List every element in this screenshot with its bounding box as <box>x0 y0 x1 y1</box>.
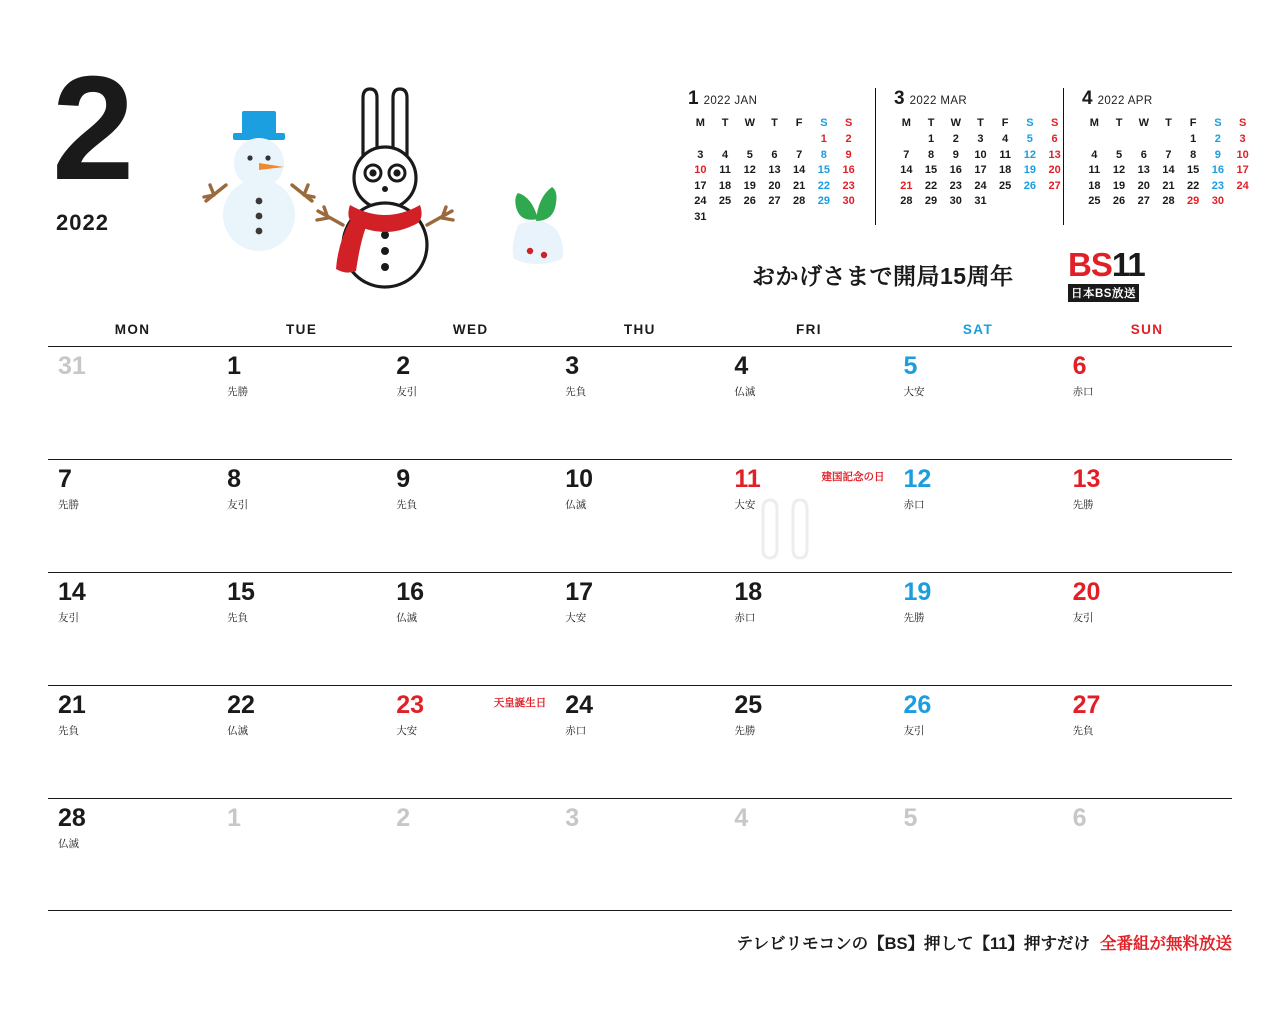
mini-day: 2 <box>952 133 959 146</box>
anniversary-slogan: おかげさまで開局15周年 <box>752 263 1014 289</box>
footer-highlight-text: 全番組が無料放送 <box>1100 935 1232 953</box>
day-number: 31 <box>58 352 86 380</box>
day-cell[interactable] <box>555 346 724 459</box>
logo-bs-text: BS <box>1068 246 1112 283</box>
holiday-label: 天皇誕生日 <box>493 697 547 709</box>
mini-day: 23 <box>1211 179 1224 192</box>
rokuyo-label: 友引 <box>58 612 79 624</box>
day-cell[interactable] <box>48 572 217 685</box>
mini-calendar-mar <box>876 88 1064 225</box>
mini-day: 5 <box>746 148 753 161</box>
calendar-week-row <box>48 572 1232 685</box>
mini-day: 6 <box>771 148 778 161</box>
mini-dow: W <box>744 116 755 129</box>
day-number: 18 <box>734 578 763 606</box>
day-number: 3 <box>565 804 580 832</box>
winter-illustration <box>200 75 620 305</box>
footer-instruction-text: テレビリモコンの【BS】押して【11】押すだけ <box>736 935 1090 953</box>
logo-subtitle: 日本BS放送 <box>1068 284 1139 302</box>
day-cell[interactable] <box>217 798 386 911</box>
day-cell[interactable] <box>217 572 386 685</box>
rokuyo-label: 赤口 <box>903 499 925 511</box>
mini-day: 27 <box>768 195 781 208</box>
rokuyo-label: 大安 <box>396 725 418 737</box>
day-cell[interactable] <box>1063 685 1232 798</box>
mini-day: 13 <box>768 164 781 177</box>
mini-day: 12 <box>743 164 756 177</box>
rokuyo-label: 仏滅 <box>227 725 249 737</box>
mini-month-label: 2022 JAN <box>703 95 758 107</box>
day-number: 1 <box>227 804 241 832</box>
mini-day: 15 <box>817 164 830 177</box>
mini-day: 13 <box>1048 148 1061 161</box>
mini-dow: T <box>771 116 778 129</box>
mini-day: 8 <box>1190 148 1197 161</box>
mini-dow: F <box>1189 116 1197 129</box>
mini-day: 17 <box>694 179 707 192</box>
mini-day: 19 <box>1023 164 1036 177</box>
mini-day: 27 <box>1137 195 1150 208</box>
mini-dow: T <box>1165 116 1172 129</box>
mini-day: 2 <box>1214 133 1221 146</box>
footer-promo <box>0 930 1280 954</box>
mini-day: 31 <box>694 210 707 223</box>
mini-day: 20 <box>1048 164 1061 177</box>
day-number: 17 <box>565 578 594 606</box>
mini-day: 26 <box>1112 195 1126 208</box>
day-cell[interactable] <box>1063 572 1232 685</box>
mini-day: 17 <box>974 164 987 177</box>
mini-dow: W <box>1138 116 1149 129</box>
mini-day: 20 <box>1137 179 1150 192</box>
calendar-week-row <box>48 459 1232 572</box>
mini-day: 11 <box>719 164 731 177</box>
weekday-header-mon: MON <box>114 322 151 337</box>
mini-day: 1 <box>1190 133 1197 146</box>
mini-calendars <box>688 88 1252 225</box>
rokuyo-label: 先負 <box>565 386 587 398</box>
weekday-header-wed: WED <box>452 322 489 337</box>
rokuyo-label: 仏滅 <box>396 612 418 624</box>
mini-day: 5 <box>1026 133 1033 146</box>
rokuyo-label: 友引 <box>903 725 925 737</box>
mini-day: 18 <box>999 164 1012 177</box>
mini-day: 11 <box>999 148 1011 161</box>
mini-day: 1 <box>927 133 935 146</box>
day-cell[interactable] <box>386 346 555 459</box>
day-number: 6 <box>1072 352 1087 380</box>
mini-day: 20 <box>768 179 781 192</box>
rokuyo-label: 先勝 <box>734 725 756 737</box>
rokuyo-label: 友引 <box>1072 612 1094 624</box>
rokuyo-label: 友引 <box>396 386 418 398</box>
day-cell[interactable] <box>724 572 893 685</box>
mini-dow: M <box>1089 116 1099 129</box>
mini-day: 19 <box>1112 179 1126 192</box>
mini-day: 24 <box>694 195 707 208</box>
day-cell[interactable] <box>48 798 217 911</box>
mini-dow: S <box>1026 116 1034 129</box>
mini-day: 6 <box>1140 148 1147 161</box>
weekday-header-row <box>48 322 1232 346</box>
day-cell-holiday[interactable] <box>386 685 555 798</box>
mini-day: 16 <box>1211 164 1224 177</box>
mini-day: 1 <box>820 133 827 146</box>
day-cell[interactable] <box>217 346 386 459</box>
mini-day: 21 <box>900 179 913 192</box>
mini-day: 17 <box>1236 164 1249 177</box>
mini-dow: T <box>977 116 984 129</box>
day-number: 14 <box>58 578 86 606</box>
day-number: 12 <box>903 465 932 493</box>
sprout-icon <box>513 187 563 264</box>
mini-day: 21 <box>793 179 806 192</box>
rokuyo-label: 先勝 <box>58 499 79 511</box>
day-cell[interactable] <box>217 685 386 798</box>
day-number: 24 <box>565 691 594 719</box>
day-number: 3 <box>565 352 580 380</box>
mini-day: 18 <box>1088 179 1101 192</box>
mini-day: 23 <box>949 179 962 192</box>
rokuyo-label: 大安 <box>903 386 925 398</box>
mini-dow: M <box>695 116 705 129</box>
rokuyo-label: 大安 <box>734 499 756 511</box>
mini-day: 28 <box>793 195 806 208</box>
mini-calendar-apr <box>1064 88 1252 225</box>
rokuyo-label: 先勝 <box>227 386 249 398</box>
mini-dow: T <box>721 116 729 129</box>
weekday-header-sun: SUN <box>1130 322 1164 337</box>
rokuyo-label: 仏滅 <box>565 499 587 511</box>
day-number: 2 <box>396 804 411 832</box>
logo-11-text: 11 <box>1111 246 1145 283</box>
day-number: 6 <box>1072 804 1087 832</box>
mini-day: 9 <box>845 148 852 161</box>
day-number: 22 <box>227 691 255 719</box>
rokuyo-label: 友引 <box>227 499 249 511</box>
day-cell[interactable] <box>48 346 217 459</box>
day-number: 8 <box>227 465 241 493</box>
calendar-week-row <box>48 798 1232 911</box>
rabbit-ears-watermark <box>752 498 862 571</box>
snowman-icon <box>204 111 314 251</box>
weekday-header-tue: TUE <box>286 322 318 337</box>
rokuyo-label: 先負 <box>1072 725 1094 737</box>
mini-day: 31 <box>974 195 987 208</box>
day-cell[interactable] <box>555 459 724 572</box>
rokuyo-label: 先負 <box>58 725 79 737</box>
rabbit-icon <box>317 89 453 287</box>
mini-day: 24 <box>1236 179 1249 192</box>
day-cell[interactable] <box>724 346 893 459</box>
weekday-header-thu: THU <box>623 322 656 337</box>
day-cell[interactable] <box>555 798 724 911</box>
mini-grid <box>688 116 861 225</box>
rokuyo-label: 先負 <box>396 499 418 511</box>
mini-dow: T <box>1115 116 1123 129</box>
day-number: 5 <box>903 804 918 832</box>
mini-day: 9 <box>952 148 959 161</box>
mini-dow: F <box>1001 116 1009 129</box>
mini-day: 14 <box>900 164 913 177</box>
rokuyo-label: 仏滅 <box>58 838 79 850</box>
mini-day: 29 <box>1187 195 1200 208</box>
day-number: 20 <box>1072 578 1101 606</box>
day-cell[interactable] <box>386 459 555 572</box>
calendar-week-row <box>48 346 1232 459</box>
day-cell[interactable] <box>1063 459 1232 572</box>
mini-day: 3 <box>697 148 704 161</box>
mini-day: 12 <box>1023 148 1036 161</box>
rokuyo-label: 先勝 <box>903 612 925 624</box>
mini-day: 8 <box>820 148 827 161</box>
mini-day: 22 <box>1187 179 1200 192</box>
mini-month-label: 2022 MAR <box>909 95 968 107</box>
mini-day: 7 <box>903 148 910 161</box>
day-cell[interactable] <box>724 685 893 798</box>
mini-day: 15 <box>1187 164 1200 177</box>
day-cell-holiday[interactable] <box>724 459 893 572</box>
day-number: 9 <box>396 465 411 493</box>
mini-day: 5 <box>1115 148 1123 161</box>
day-number: 19 <box>903 578 932 606</box>
mini-month-number: 3 <box>894 88 905 109</box>
mini-day: 4 <box>721 148 729 161</box>
mini-day: 7 <box>1165 148 1172 161</box>
mini-day: 10 <box>1236 148 1249 161</box>
mini-day: 29 <box>817 195 830 208</box>
page-title-year: 2022 <box>56 210 109 235</box>
mini-day: 28 <box>1162 195 1175 208</box>
mini-day: 26 <box>1023 179 1036 192</box>
mini-day: 25 <box>999 179 1012 192</box>
mini-dow: S <box>844 116 853 129</box>
weekday-header-sat: SAT <box>962 322 994 337</box>
mini-dow: S <box>1238 116 1247 129</box>
mini-day: 24 <box>974 179 987 192</box>
mini-day: 8 <box>927 148 935 161</box>
day-number: 10 <box>565 465 594 493</box>
mini-dow: M <box>901 116 911 129</box>
mini-day: 30 <box>842 195 855 208</box>
day-cell[interactable] <box>893 685 1062 798</box>
day-cell[interactable] <box>893 459 1062 572</box>
calendar-week-row <box>48 685 1232 798</box>
day-number: 28 <box>58 804 86 832</box>
calendar-grid <box>48 322 1232 911</box>
day-number: 4 <box>734 352 749 380</box>
mini-day: 25 <box>1088 195 1101 208</box>
day-number: 2 <box>396 352 411 380</box>
day-number: 4 <box>734 804 749 832</box>
day-number: 21 <box>58 691 86 719</box>
mini-day: 9 <box>1214 148 1221 161</box>
mini-day: 30 <box>949 195 962 208</box>
rokuyo-label: 赤口 <box>734 612 756 624</box>
day-cell[interactable] <box>893 798 1062 911</box>
rokuyo-label: 先勝 <box>1072 499 1094 511</box>
rokuyo-label: 大安 <box>565 612 587 624</box>
day-cell[interactable] <box>893 572 1062 685</box>
day-number: 16 <box>396 578 424 606</box>
mini-dow: T <box>927 116 935 129</box>
day-number: 1 <box>227 352 241 380</box>
mini-day: 6 <box>1051 133 1058 146</box>
day-number: 23 <box>396 691 424 719</box>
mini-day: 22 <box>924 179 938 192</box>
page-title-month: 2 <box>52 46 131 211</box>
mini-month-label: 2022 APR <box>1097 95 1153 107</box>
day-number: 13 <box>1072 465 1101 493</box>
day-number: 5 <box>903 352 918 380</box>
day-number: 25 <box>734 691 763 719</box>
mini-day: 12 <box>1112 164 1126 177</box>
mini-day: 10 <box>694 164 707 177</box>
mini-day: 29 <box>924 195 938 208</box>
rokuyo-label: 仏滅 <box>734 386 756 398</box>
mini-day: 18 <box>718 179 732 192</box>
day-cell[interactable] <box>386 572 555 685</box>
mini-dow: S <box>820 116 828 129</box>
mini-day: 21 <box>1162 179 1175 192</box>
mini-day: 26 <box>743 195 756 208</box>
day-number: 11 <box>734 465 761 493</box>
mini-day: 27 <box>1048 179 1061 192</box>
day-number: 26 <box>903 691 932 719</box>
mini-calendar-jan <box>688 88 876 225</box>
mini-day: 2 <box>845 133 852 146</box>
holiday-label: 建国記念の日 <box>821 471 885 483</box>
day-cell[interactable] <box>724 798 893 911</box>
mini-day: 7 <box>796 148 803 161</box>
mini-day: 3 <box>1239 133 1246 146</box>
mini-day: 11 <box>1088 164 1101 177</box>
day-cell[interactable] <box>386 798 555 911</box>
mini-day: 30 <box>1211 195 1224 208</box>
mini-day: 14 <box>1162 164 1175 177</box>
day-cell[interactable] <box>217 459 386 572</box>
calendar-header <box>0 0 1280 300</box>
bs11-logo <box>1068 248 1164 302</box>
day-cell[interactable] <box>48 685 217 798</box>
mini-day: 10 <box>974 148 987 161</box>
day-cell[interactable] <box>1063 346 1232 459</box>
mini-grid <box>894 116 1067 225</box>
mini-day: 23 <box>842 179 855 192</box>
mini-day: 4 <box>1002 133 1009 146</box>
rokuyo-label: 先負 <box>227 612 249 624</box>
mini-day: 13 <box>1137 164 1150 177</box>
mini-month-number: 4 <box>1082 88 1093 109</box>
weekday-header-fri: FRI <box>795 322 822 337</box>
day-cell[interactable] <box>555 685 724 798</box>
mini-dow: W <box>950 116 961 129</box>
rokuyo-label: 赤口 <box>565 725 587 737</box>
day-number: 27 <box>1072 691 1101 719</box>
mini-month-number: 1 <box>688 88 699 109</box>
mini-day: 14 <box>793 164 806 177</box>
mini-day: 28 <box>900 195 913 208</box>
mini-day: 15 <box>924 164 938 177</box>
mini-day: 4 <box>1091 148 1098 161</box>
day-cell[interactable] <box>893 346 1062 459</box>
day-cell[interactable] <box>48 459 217 572</box>
day-number: 7 <box>58 465 72 493</box>
mini-dow: S <box>1214 116 1222 129</box>
mini-day: 19 <box>743 179 756 192</box>
mini-day: 3 <box>977 133 984 146</box>
day-number: 15 <box>227 578 255 606</box>
mini-day: 16 <box>949 164 962 177</box>
mini-day: 25 <box>718 195 732 208</box>
mini-day: 16 <box>842 164 855 177</box>
mini-dow: S <box>1050 116 1059 129</box>
day-cell[interactable] <box>555 572 724 685</box>
rokuyo-label: 赤口 <box>1072 386 1094 398</box>
mini-day: 22 <box>817 179 830 192</box>
mini-grid <box>1082 116 1255 225</box>
mini-dow: F <box>795 116 803 129</box>
day-cell[interactable] <box>1063 798 1232 911</box>
